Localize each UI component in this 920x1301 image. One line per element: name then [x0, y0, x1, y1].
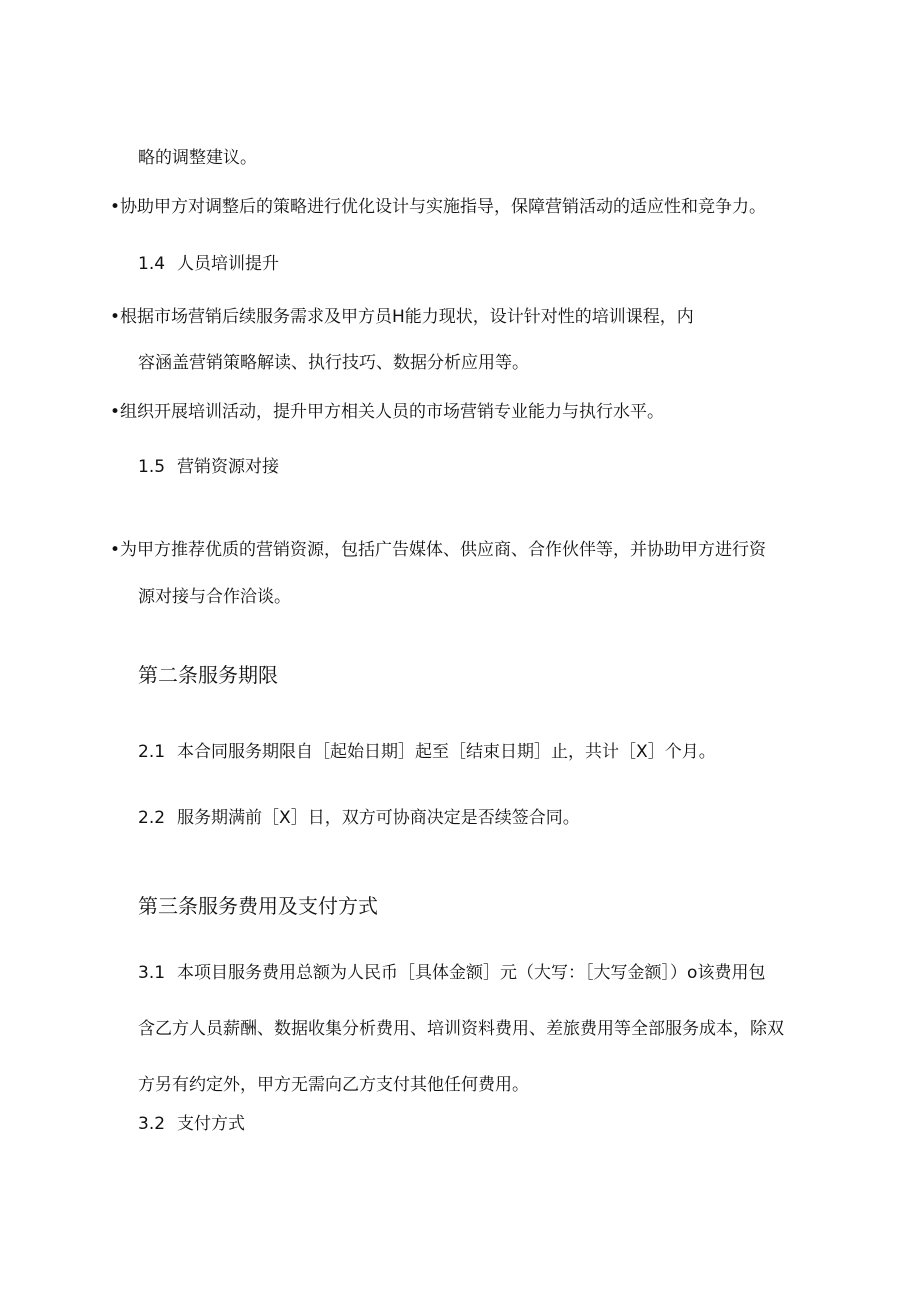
- clause-2-2: [138, 807, 580, 829]
- article-heading-3: 第三条服务费用及支付方式: [138, 894, 378, 918]
- section-title: 人员培训提升: [177, 254, 280, 274]
- section-title: 营销资源对接: [177, 457, 280, 477]
- paragraph-line: 含乙方人员薪酬、数据收集分析费用、培训资料费用、差旅费用等全部服务成本，除双: [138, 1019, 784, 1039]
- paragraph-line: 源对接与合作洽谈。: [138, 587, 291, 607]
- bullet-item: •协助甲方对调整后的策略进行优化设计与实施指导，保障营销活动的适应性和竞争力。: [110, 197, 767, 217]
- clause-3-1: [138, 962, 765, 984]
- section-number: 1.5: [138, 457, 166, 477]
- section-heading-1-5: [138, 456, 279, 478]
- clause-number: 3.2: [138, 1114, 166, 1134]
- clause-text: 本项目服务费用总额为人民币［具体金额］元（大写：［大写金额］）o该费用包: [177, 963, 766, 983]
- bullet-item: •根据市场营销后续服务需求及甲方员H能力现状，设计针对性的培训课程，内: [110, 307, 694, 327]
- clause-3-2: [138, 1113, 245, 1135]
- section-number: 1.4: [138, 254, 166, 274]
- paragraph-line: 容涵盖营销策略解读、执行技巧、数据分析应用等。: [138, 353, 529, 373]
- clause-number: 2.2: [138, 808, 166, 828]
- clause-text: 本合同服务期限自［起始日期］起至［结束日期］止，共计［X］个月。: [177, 742, 716, 762]
- clause-text: 服务期满前［X］日，双方可协商决定是否续签合同。: [177, 808, 580, 828]
- article-heading-2: 第二条服务期限: [138, 663, 278, 687]
- bullet-item: •为甲方推荐优质的营销资源，包括广告媒体、供应商、合作伙伴等，并协助甲方进行资: [110, 540, 767, 560]
- paragraph-line: 略的调整建议。: [138, 148, 257, 168]
- clause-2-1: [138, 741, 716, 763]
- section-heading-1-4: [138, 253, 279, 275]
- paragraph-line: 方另有约定外，甲方无需向乙方支付其他任何费用。: [138, 1075, 529, 1095]
- clause-number: 3.1: [138, 963, 166, 983]
- clause-number: 2.1: [138, 742, 166, 762]
- bullet-item: •组织开展培训活动，提升甲方相关人员的市场营销专业能力与执行水平。: [110, 402, 665, 422]
- clause-text: 支付方式: [177, 1114, 246, 1134]
